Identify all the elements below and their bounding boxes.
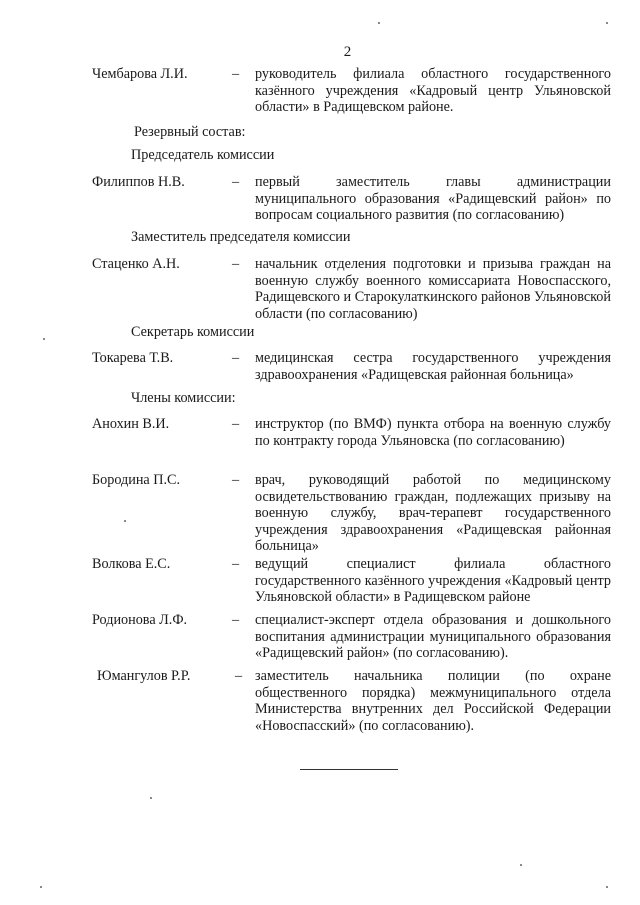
section-secretary: Секретарь комиссии: [131, 324, 255, 340]
member-name: Анохин В.И.: [92, 416, 170, 432]
dash: –: [232, 612, 240, 628]
member-position: первый заместитель главы администрации муниципального образования «Радищевский район» по вопросам социального развития (по согласованию): [255, 174, 611, 224]
scan-speck: [150, 797, 152, 799]
scan-speck: [40, 886, 42, 888]
member-position: инструктор (по ВМФ) пункта отбора на военную службу по контракту города Ульяновска (по согласованию): [255, 416, 611, 449]
section-chair: Председатель комиссии: [131, 147, 275, 163]
scan-speck: [606, 886, 608, 888]
dash: –: [232, 350, 240, 366]
section-members: Члены комиссии:: [131, 390, 236, 406]
member-name: Юмангулов Р.Р.: [97, 668, 191, 684]
dash: –: [235, 668, 243, 684]
section-deputy: Заместитель председателя комиссии: [131, 229, 351, 245]
member-name: Стаценко А.Н.: [92, 256, 180, 272]
section-reserve: Резервный состав:: [134, 124, 246, 140]
member-name: Бородина П.С.: [92, 472, 181, 488]
member-position: руководитель филиала областного государственного казённого учреждения «Кадровый центр Ульяновской области» в Радищевском районе.: [255, 66, 611, 116]
dash: –: [232, 66, 240, 82]
member-name: Волкова Е.С.: [92, 556, 171, 572]
member-name: Родионова Л.Ф.: [92, 612, 188, 628]
scan-speck: [43, 338, 45, 340]
scan-speck: [606, 22, 608, 24]
member-position: заместитель начальника полиции (по охране общественного порядка) межмуниципального отдела Министерства внутренних дел Российской Федерации «Новоспасский» (по согласованию).: [255, 668, 611, 734]
dash: –: [232, 174, 240, 190]
member-position: медицинская сестра государственного учреждения здравоохранения «Радищевская районная больница»: [255, 350, 611, 383]
member-name: Токарева Т.В.: [92, 350, 174, 366]
member-position: ведущий специалист филиала областного государственного казённого учреждения «Кадровый центр Ульяновской области» в Радищевском районе: [255, 556, 611, 606]
member-name: Филиппов Н.В.: [92, 174, 185, 190]
dash: –: [232, 472, 240, 488]
dash: –: [232, 416, 240, 432]
member-position: специалист-эксперт отдела образования и дошкольного воспитания администрации муниципального образования «Радищевский район» (по согласованию).: [255, 612, 611, 662]
member-position: врач, руководящий работой по медицинскому освидетельствованию граждан, подлежащих призыву на военную службу, врач-терапевт государственного учреждения здравоохранения «Радищевская районная больница»: [255, 472, 611, 555]
scan-speck: [520, 864, 522, 866]
member-name: Чембарова Л.И.: [92, 66, 188, 82]
member-position: начальник отделения подготовки и призыва граждан на военную службу военного комиссариата Новоспасского, Радищевского и Старокулаткинского районов Ульяновской области (по согласованию): [255, 256, 611, 322]
scan-speck: [124, 520, 126, 522]
page-number: 2: [343, 44, 352, 60]
scan-speck: [378, 22, 380, 24]
dash: –: [232, 256, 240, 272]
closing-line: [300, 769, 398, 770]
dash: –: [232, 556, 240, 572]
